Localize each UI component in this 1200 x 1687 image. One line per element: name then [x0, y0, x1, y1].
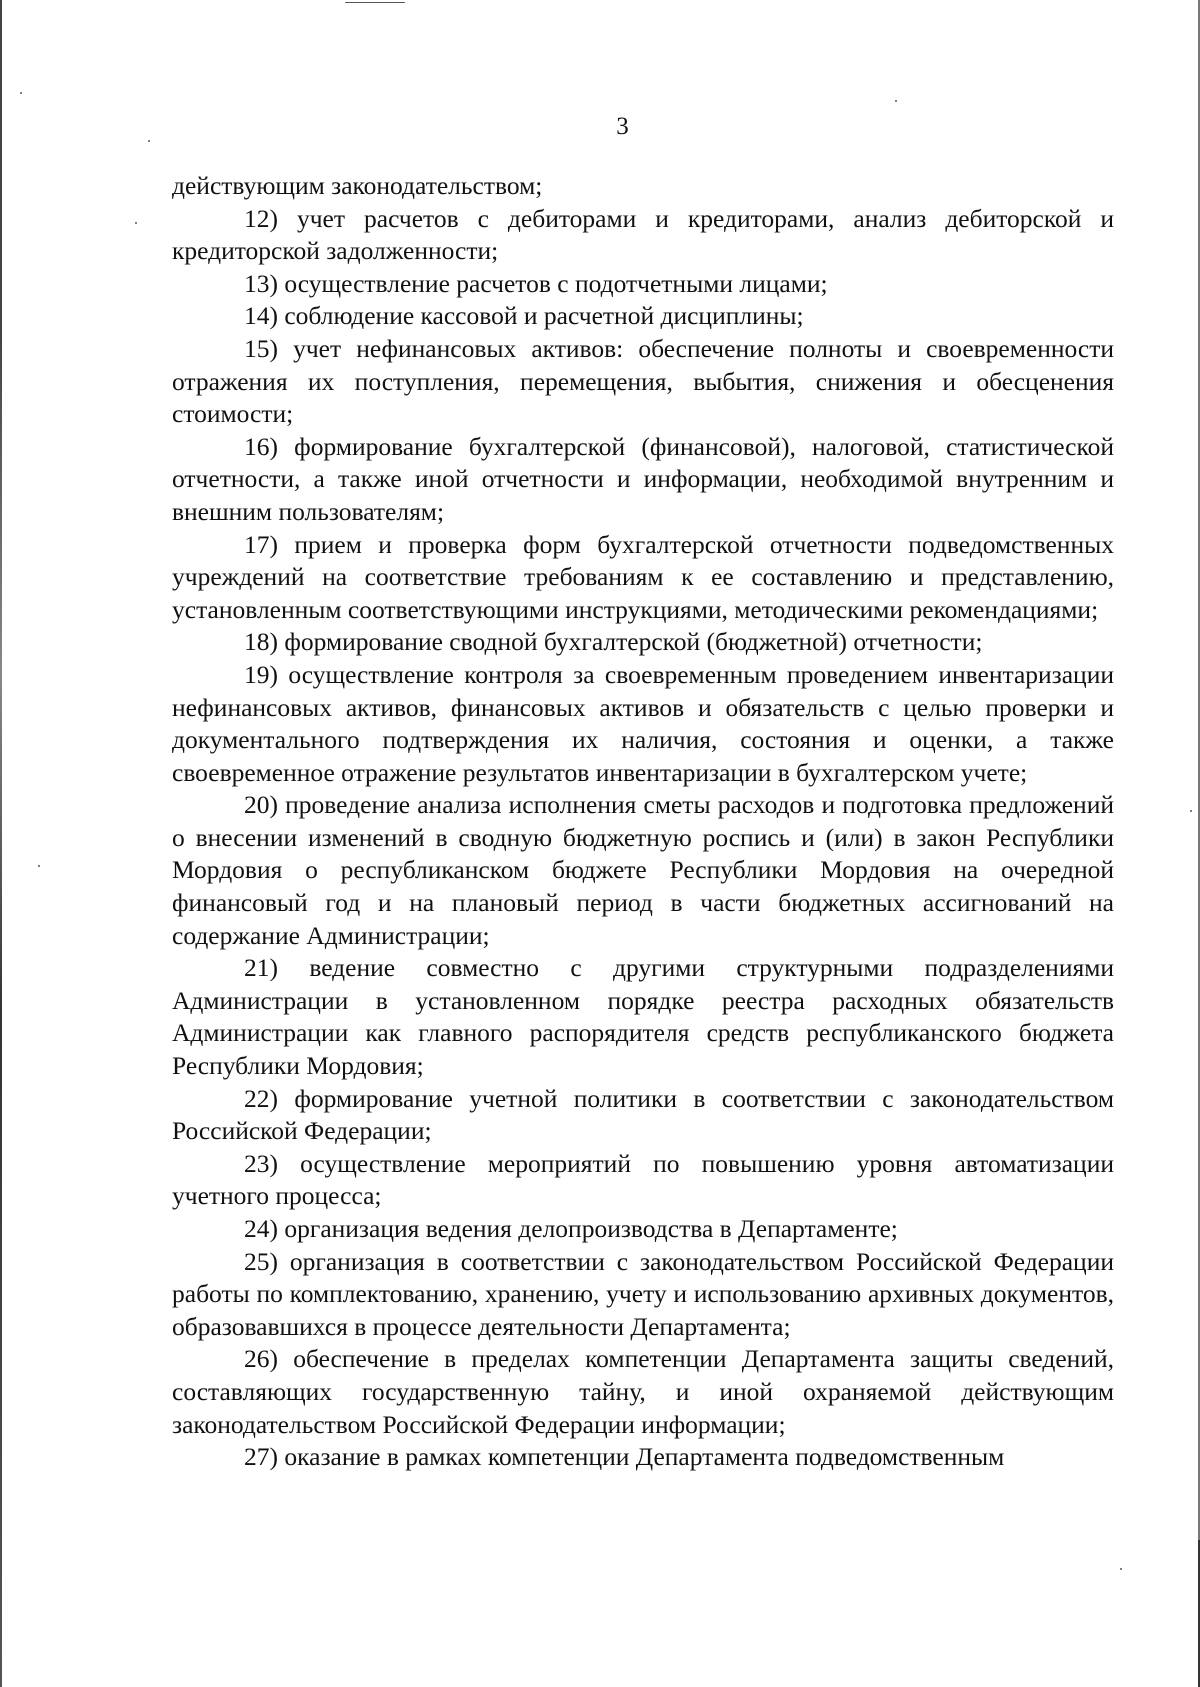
paragraph-item-22: 22) формирование учетной политики в соответствии с законодательством Российской Федерации;: [172, 1083, 1114, 1146]
paragraph-item-18: 18) формирование сводной бухгалтерской (бюджетной) отчетности;: [244, 627, 983, 657]
scan-speck: [345, 2, 405, 3]
scan-speck: [38, 865, 40, 867]
document-body: [172, 170, 1114, 1474]
paragraph-item-23: 23) осуществление мероприятий по повышению уровня автоматизации учетного процесса;: [172, 1148, 1114, 1211]
scan-speck: [135, 222, 137, 224]
paragraph-item-16: 16) формирование бухгалтерской (финансовой), налоговой, статистической отчетности, а также иной отчетности и информации, необходимой внутренним и внешним пользователям;: [172, 431, 1114, 526]
page-number: 3: [616, 113, 629, 140]
paragraph-item-24: 24) организация ведения делопроизводства в Департаменте;: [244, 1214, 898, 1243]
paragraph-item-13: 13) осуществление расчетов с подотчетными лицами;: [244, 268, 828, 298]
paragraph-continuation: действующим законодательством;: [172, 171, 543, 200]
paragraph-item-21: 21) ведение совместно с другими структурными подразделениями Администрации в установленном порядке реестра расходных обязательств Администрации как главного распорядителя средств республиканского бюджета Республики Мордовия;: [172, 953, 1114, 1081]
paragraph-item-19: 19) осуществление контроля за своевременным проведением инвентаризации нефинансовых активов, финансовых активов и обязательств с целью проверки и документального подтверждения их наличия, состояния и оценки, а также своевременное отражение результатов инвентаризации в бухгалтерском учете;: [172, 659, 1114, 787]
paragraph-item-25: 25) организация в соответствии с законодательством Российской Федерации работы по комплектованию, хранению, учету и использованию архивных документов, образовавшихся в процессе деятельности Департамента;: [172, 1246, 1114, 1341]
paragraph-item-26: 26) обеспечение в пределах компетенции Департамента защиты сведений, составляющих государственную тайну, и иной охраняемой действующим законодательством Российской Федерации информации;: [172, 1344, 1114, 1439]
paragraph-item-17: 17) прием и проверка форм бухгалтерской отчетности подведомственных учреждений на соответствие требованиям к ее составлению и представлению, установленным соответствующими инструкциями, методическими рекомендациями;: [172, 529, 1114, 624]
scan-edge-left: [0, 0, 2, 1687]
paragraph-item-14: 14) соблюдение кассовой и расчетной дисциплины;: [244, 301, 804, 331]
paragraph-item-27: 27) оказание в рамках компетенции Департамента подведомственным: [244, 1442, 1005, 1472]
paragraph-item-15: 15) учет нефинансовых активов: обеспечение полноты и своевременности отражения их поступления, перемещения, выбытия, снижения и обесценения стоимости;: [172, 333, 1114, 429]
paragraph-item-12: 12) учет расчетов с дебиторами и кредиторами, анализ дебиторской и кредиторской задолженности;: [172, 203, 1114, 266]
scan-speck: [1120, 1568, 1122, 1570]
paragraph-item-20: 20) проведение анализа исполнения сметы расходов и подготовка предложений о внесении изменений в сводную бюджетную роспись и (или) в закон Республики Мордовия о республиканском бюджете Республики Мордовия на очередной финансовый год и на плановый период в части бюджетных ассигнований на содержание Администрации;: [172, 790, 1114, 950]
scan-speck: [1190, 810, 1192, 812]
scan-speck: [20, 92, 22, 94]
scan-speck: [895, 100, 897, 102]
